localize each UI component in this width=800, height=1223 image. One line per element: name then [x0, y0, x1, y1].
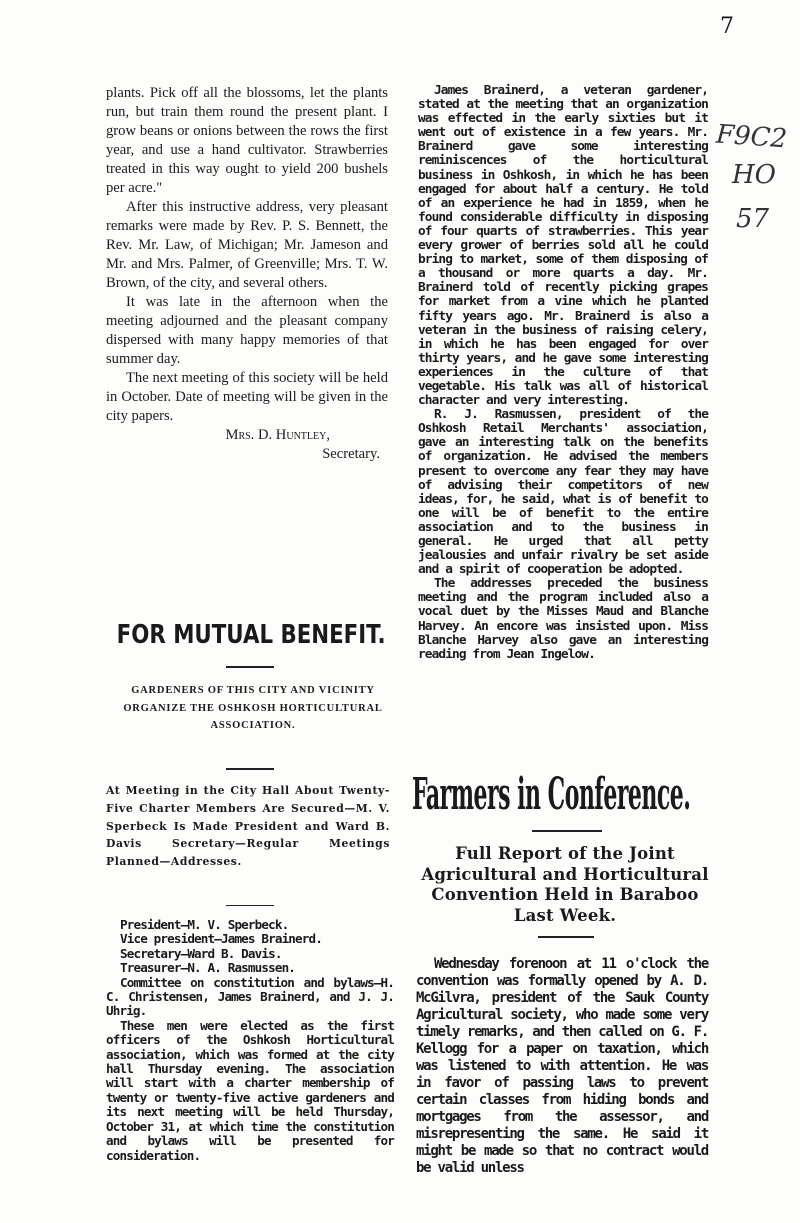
article2-subhead: Full Report of the Joint Agricultural and Horticultural Convention Held in Baraboo Last Week.: [421, 844, 709, 925]
paragraph: These men were elected as the first officers of the Oshkosh Horticultural association, which was formed at the city hall Thursday evening. The association will start with a charter membership of twenty or twenty-five active gardeners and its next meeting will be held Thursday, October 31, at which time the constitution and bylaws will be presented for consideration.: [106, 1017, 394, 1163]
officer-line: Vice president—James Brainerd.: [120, 931, 322, 947]
signature-name: Mrs. D. Huntley,: [225, 427, 330, 443]
paragraph: The next meeting of this society will be held in October. Date of meeting will be given in the city papers.: [106, 370, 388, 424]
paragraph: R. J. Rasmussen, president of the Oshkosh Retail Merchants' association, gave an interesting talk on the benefits of organization. He advised the members present to overcome any fear they may have of advising their competitors of new ideas, for, he said, what is of benefit to one will be of benefit to the entire association and to the business in general. He urged that all petty jealousies and unfair rivalry be set aside and a spirit of cooperation be adopted.: [418, 407, 708, 578]
paragraph: After this instructive address, very pleasant remarks were made by Rev. P. S. Bennett, the Rev. Mr. Law, of Michigan; Mr. Jameson and Mr. and Mrs. Palmer, of Greenville; Mrs. T. W. Brown, of the city, and several others.: [106, 199, 388, 291]
article1-headline: FOR MUTUAL BENEFIT.: [116, 620, 386, 650]
left-column-continuation: [106, 84, 388, 464]
committee-paragraph: Committee on constitution and bylaws—H. C. Christensen, James Brainerd, and J. J. Uhrig.: [106, 974, 394, 1019]
divider: [532, 830, 602, 832]
margin-note-3: 57: [736, 204, 770, 234]
article1-body: [106, 918, 394, 1163]
divider: [226, 768, 274, 770]
page-number: 7: [720, 14, 734, 39]
divider: [226, 905, 274, 906]
article1-deck: GARDENERS OF THIS CITY AND VICINITY ORGANIZE THE OSHKOSH HORTICULTURAL ASSOCIATION.: [123, 685, 383, 731]
margin-note-2: HO: [732, 160, 776, 190]
paragraph: The addresses preceded the business meeting and the program included also a vocal duet by the Misses Maud and Blanche Harvey. An encore was insisted upon. Miss Blanche Harvey also gave an interesting reading from Jean Ingelow.: [418, 576, 708, 662]
article2-headline: Farmers in Conference.: [412, 769, 691, 820]
article2-body: [416, 956, 708, 1177]
officer-line: President—M. V. Sperbeck.: [120, 917, 289, 932]
margin-note-1: F9C2: [715, 119, 788, 155]
officer-line: Secretary—Ward B. Davis.: [120, 945, 282, 961]
officer-line: Treasurer—N. A. Rasmussen.: [120, 960, 296, 976]
paragraph: James Brainerd, a veteran gardener, stated at the meeting that an organization was effected in the early sixties but it went out of existence in a few years. Mr. Brainerd gave some interesting reminiscences of the horticultural business in Oshkosh, in which he has been engaged for about half a century. He told of an experience he had in 1859, when he found considerable difficulty in disposing of four quarts of strawberries. This year every grower of berries sold all he could bring to market, some of them disposing of a thousand or more quarts a day. Mr. Brainerd told of recently picking grapes for market from a vine which he planted fifty years ago. Mr. Brainerd is also a veteran in the business of raising celery, in which he has been engaged for over thirty years, and he gave some interesting experiences in the culture of that vegetable. His talk was all of historical character and very interesting.: [418, 83, 708, 409]
article1-subdeck: At Meeting in the City Hall About Twenty-Five Charter Members Are Secured—M. V. Sperbeck Is Made President and Ward B. Davis Secretary—Regular Meetings Planned—Addresses.: [106, 784, 390, 869]
divider: [538, 936, 594, 938]
paragraph: Wednesday forenoon at 11 o'clock the convention was formally opened by A. D. McGilvra, president of the Sauk County Agricultural society, who made some very timely remarks, and then called on G. F. Kellogg for a paper on taxation, which was listened to with attention. He was in favor of passing laws to prevent certain classes from hiding bonds and mortgages from the assessor, and misrepresenting the same. He said it might be made so that no contract would be valid unless: [416, 956, 708, 1176]
paragraph: plants. Pick off all the blossoms, let the plants run, but train them round the present plant. I grow beans or onions between the rows the first year, and use a hand cultivator. Strawberries treated in this way ought to yield 200 bushels per acre.": [106, 85, 388, 196]
divider: [226, 666, 274, 668]
paragraph: It was late in the afternoon when the meeting adjourned and the pleasant company dispersed with many happy memories of that summer day.: [106, 294, 388, 367]
right-column-continuation: [418, 84, 708, 662]
signature-title: Secretary.: [322, 446, 380, 462]
